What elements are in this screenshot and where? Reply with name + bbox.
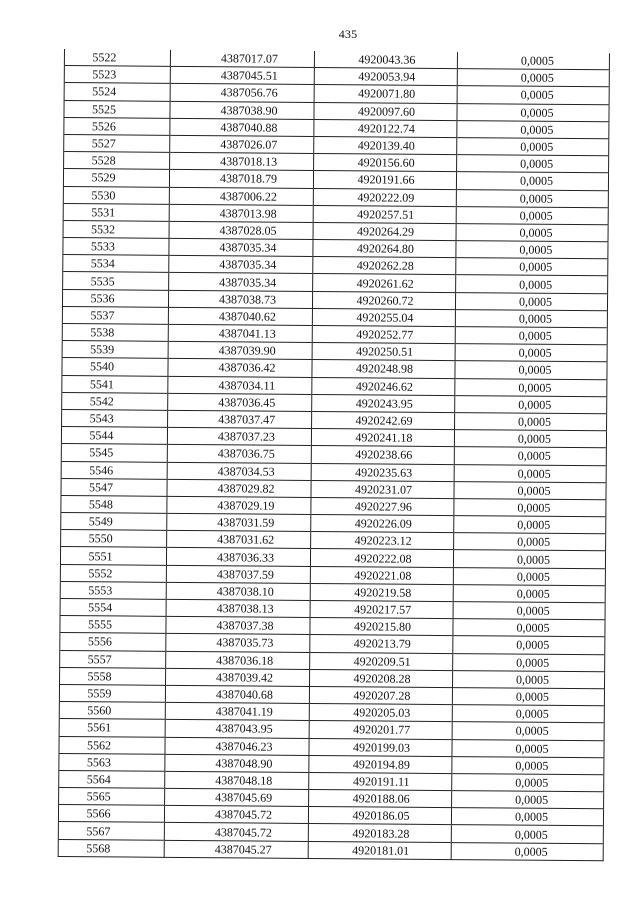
value-cell: 0,0005 — [455, 344, 607, 362]
point-number-cell: 5547 — [61, 478, 167, 496]
point-number-cell: 5549 — [61, 513, 167, 531]
value-cell: 0,0005 — [454, 447, 606, 465]
value-cell: 0,0005 — [457, 155, 609, 173]
y-coordinate-cell: 4920250.51 — [312, 343, 455, 361]
y-coordinate-cell: 4920188.06 — [309, 790, 452, 808]
x-coordinate-cell: 4387031.62 — [167, 531, 311, 549]
value-cell: 0,0005 — [452, 739, 604, 757]
x-coordinate-cell: 4387036.18 — [166, 651, 310, 669]
value-cell: 0,0005 — [454, 481, 606, 499]
point-number-cell: 5541 — [62, 375, 168, 393]
point-number-cell: 5523 — [64, 66, 170, 84]
y-coordinate-cell: 4920209.51 — [310, 652, 453, 670]
value-cell: 0,0005 — [452, 722, 604, 740]
y-coordinate-cell: 4920235.63 — [311, 463, 454, 481]
y-coordinate-cell: 4920181.01 — [308, 841, 451, 859]
x-coordinate-cell: 4387038.13 — [166, 599, 310, 617]
value-cell: 0,0005 — [456, 223, 608, 241]
y-coordinate-cell: 4920071.80 — [314, 85, 457, 103]
x-coordinate-cell: 4387045.51 — [170, 67, 314, 85]
y-coordinate-cell: 4920223.12 — [311, 532, 454, 550]
y-coordinate-cell: 4920201.77 — [309, 721, 452, 739]
x-coordinate-cell: 4387038.10 — [166, 582, 310, 600]
point-number-cell: 5564 — [59, 770, 165, 788]
y-coordinate-cell: 4920231.07 — [311, 480, 454, 498]
x-coordinate-cell: 4387036.42 — [168, 359, 312, 377]
y-coordinate-cell: 4920248.98 — [312, 360, 455, 378]
x-coordinate-cell: 4387045.72 — [164, 823, 308, 841]
value-cell: 0,0005 — [455, 292, 607, 310]
point-number-cell: 5560 — [59, 702, 165, 720]
value-cell: 0,0005 — [454, 464, 606, 482]
value-cell: 0,0005 — [456, 258, 608, 276]
y-coordinate-cell: 4920246.62 — [312, 377, 455, 395]
point-number-cell: 5566 — [58, 805, 164, 823]
y-coordinate-cell: 4920186.05 — [308, 807, 451, 825]
point-number-cell: 5543 — [62, 409, 168, 427]
point-number-cell: 5536 — [62, 289, 168, 307]
x-coordinate-cell: 4387045.72 — [164, 806, 308, 824]
x-coordinate-cell: 4387026.07 — [170, 135, 314, 153]
point-number-cell: 5545 — [61, 444, 167, 462]
x-coordinate-cell: 4387029.82 — [167, 479, 311, 497]
x-coordinate-cell: 4387035.34 — [169, 273, 313, 291]
point-number-cell: 5528 — [64, 152, 170, 170]
value-cell: 0,0005 — [455, 361, 607, 379]
value-cell: 0,0005 — [455, 378, 607, 396]
y-coordinate-cell: 4920191.66 — [313, 171, 456, 189]
y-coordinate-cell: 4920139.40 — [314, 136, 457, 154]
x-coordinate-cell: 4387006.22 — [169, 187, 313, 205]
y-coordinate-cell: 4920053.94 — [314, 68, 457, 86]
value-cell: 0,0005 — [453, 602, 605, 620]
value-cell: 0,0005 — [452, 756, 604, 774]
x-coordinate-cell: 4387039.42 — [166, 668, 310, 686]
x-coordinate-cell: 4387048.18 — [165, 771, 309, 789]
point-number-cell: 5539 — [62, 341, 168, 359]
y-coordinate-cell: 4920194.89 — [309, 755, 452, 773]
value-cell: 0,0005 — [452, 670, 604, 688]
value-cell: 0,0005 — [455, 327, 607, 345]
table-row — [58, 839, 603, 860]
point-number-cell: 5522 — [64, 49, 170, 67]
y-coordinate-cell: 4920207.28 — [309, 686, 452, 704]
y-coordinate-cell: 4920255.04 — [312, 308, 455, 326]
point-number-cell: 5542 — [62, 392, 168, 410]
point-number-cell: 5562 — [59, 736, 165, 754]
value-cell: 0,0005 — [453, 550, 605, 568]
point-number-cell: 5550 — [61, 530, 167, 548]
value-cell: 0,0005 — [453, 636, 605, 654]
value-cell: 0,0005 — [453, 567, 605, 585]
x-coordinate-cell: 4387018.79 — [169, 170, 313, 188]
x-coordinate-cell: 4387028.05 — [169, 221, 313, 239]
x-coordinate-cell: 4387035.73 — [166, 634, 310, 652]
x-coordinate-cell: 4387041.19 — [165, 702, 309, 720]
x-coordinate-cell: 4387048.90 — [165, 754, 309, 772]
value-cell: 0,0005 — [452, 705, 604, 723]
point-number-cell: 5540 — [62, 358, 168, 376]
point-number-cell: 5525 — [64, 100, 170, 118]
x-coordinate-cell: 4387018.13 — [170, 152, 314, 170]
y-coordinate-cell: 4920221.08 — [310, 566, 453, 584]
x-coordinate-cell: 4387039.90 — [168, 342, 312, 360]
y-coordinate-cell: 4920227.96 — [311, 497, 454, 515]
point-number-cell: 5527 — [64, 134, 170, 152]
point-number-cell: 5524 — [64, 83, 170, 101]
point-number-cell: 5529 — [63, 169, 169, 187]
value-cell: 0,0005 — [457, 69, 609, 87]
x-coordinate-cell: 4387037.23 — [167, 427, 311, 445]
value-cell: 0,0005 — [452, 688, 604, 706]
y-coordinate-cell: 4920215.80 — [310, 618, 453, 636]
x-coordinate-cell: 4387045.27 — [164, 840, 308, 858]
y-coordinate-cell: 4920208.28 — [310, 669, 453, 687]
point-number-cell: 5534 — [63, 255, 169, 273]
value-cell: 0,0005 — [457, 120, 609, 138]
x-coordinate-cell: 4387040.62 — [168, 307, 312, 325]
point-number-cell: 5538 — [62, 323, 168, 341]
x-coordinate-cell: 4387037.59 — [166, 565, 310, 583]
value-cell: 0,0005 — [453, 584, 605, 602]
x-coordinate-cell: 4387038.90 — [170, 101, 314, 119]
y-coordinate-cell: 4920260.72 — [312, 291, 455, 309]
value-cell: 0,0005 — [452, 791, 604, 809]
x-coordinate-cell: 4387038.73 — [168, 290, 312, 308]
point-number-cell: 5559 — [59, 684, 165, 702]
x-coordinate-cell: 4387045.69 — [165, 788, 309, 806]
y-coordinate-cell: 4920191.11 — [309, 772, 452, 790]
point-number-cell: 5548 — [61, 495, 167, 513]
value-cell: 0,0005 — [455, 413, 607, 431]
point-number-cell: 5565 — [59, 788, 165, 806]
y-coordinate-cell: 4920257.51 — [313, 205, 456, 223]
y-coordinate-cell: 4920242.69 — [312, 411, 455, 429]
value-cell: 0,0005 — [451, 825, 603, 843]
point-number-cell: 5567 — [58, 822, 164, 840]
point-number-cell: 5563 — [59, 753, 165, 771]
y-coordinate-cell: 4920262.28 — [313, 257, 456, 275]
x-coordinate-cell: 4387041.13 — [168, 324, 312, 342]
x-coordinate-cell: 4387034.11 — [168, 376, 312, 394]
y-coordinate-cell: 4920219.58 — [310, 583, 453, 601]
x-coordinate-cell: 4387017.07 — [170, 50, 314, 68]
x-coordinate-cell: 4387035.34 — [169, 238, 313, 256]
point-number-cell: 5546 — [61, 461, 167, 479]
y-coordinate-cell: 4920183.28 — [308, 824, 451, 842]
point-number-cell: 5526 — [64, 117, 170, 135]
point-number-cell: 5556 — [60, 633, 166, 651]
point-number-cell: 5532 — [63, 220, 169, 238]
x-coordinate-cell: 4387031.59 — [167, 513, 311, 531]
y-coordinate-cell: 4920205.03 — [309, 704, 452, 722]
y-coordinate-cell: 4920199.03 — [309, 738, 452, 756]
y-coordinate-cell: 4920222.09 — [313, 188, 456, 206]
x-coordinate-cell: 4387036.75 — [167, 445, 311, 463]
value-cell: 0,0005 — [451, 842, 603, 860]
coordinates-table-wrapper — [58, 49, 610, 861]
value-cell: 0,0005 — [457, 103, 609, 121]
y-coordinate-cell: 4920043.36 — [314, 51, 457, 69]
y-coordinate-cell: 4920264.29 — [313, 222, 456, 240]
x-coordinate-cell: 4387037.38 — [166, 617, 310, 635]
y-coordinate-cell: 4920222.08 — [310, 549, 453, 567]
point-number-cell: 5555 — [60, 616, 166, 634]
x-coordinate-cell: 4387037.47 — [168, 410, 312, 428]
x-coordinate-cell: 4387029.19 — [167, 496, 311, 514]
y-coordinate-cell: 4920097.60 — [314, 102, 457, 120]
value-cell: 0,0005 — [456, 275, 608, 293]
x-coordinate-cell: 4387035.34 — [169, 256, 313, 274]
value-cell: 0,0005 — [456, 206, 608, 224]
value-cell: 0,0005 — [452, 773, 604, 791]
point-number-cell: 5553 — [60, 581, 166, 599]
y-coordinate-cell: 4920122.74 — [314, 119, 457, 137]
point-number-cell: 5552 — [60, 564, 166, 582]
y-coordinate-cell: 4920156.60 — [314, 154, 457, 172]
value-cell: 0,0005 — [456, 172, 608, 190]
x-coordinate-cell: 4387036.33 — [166, 548, 310, 566]
point-number-cell: 5568 — [58, 839, 164, 857]
x-coordinate-cell: 4387046.23 — [165, 737, 309, 755]
value-cell: 0,0005 — [457, 138, 609, 156]
point-number-cell: 5558 — [60, 667, 166, 685]
y-coordinate-cell: 4920264.80 — [313, 240, 456, 258]
y-coordinate-cell: 4920261.62 — [313, 274, 456, 292]
point-number-cell: 5561 — [59, 719, 165, 737]
value-cell: 0,0005 — [454, 533, 606, 551]
point-number-cell: 5537 — [62, 306, 168, 324]
value-cell: 0,0005 — [454, 430, 606, 448]
y-coordinate-cell: 4920217.57 — [310, 600, 453, 618]
coordinates-table-body — [58, 49, 609, 861]
x-coordinate-cell: 4387040.88 — [170, 118, 314, 136]
value-cell: 0,0005 — [451, 808, 603, 826]
point-number-cell: 5533 — [63, 238, 169, 256]
value-cell: 0,0005 — [457, 86, 609, 104]
value-cell: 0,0005 — [453, 619, 605, 637]
point-number-cell: 5530 — [63, 186, 169, 204]
x-coordinate-cell: 4387013.98 — [169, 204, 313, 222]
x-coordinate-cell: 4387043.95 — [165, 720, 309, 738]
coordinates-table — [58, 49, 610, 861]
value-cell: 0,0005 — [456, 189, 608, 207]
y-coordinate-cell: 4920238.66 — [311, 446, 454, 464]
value-cell: 0,0005 — [453, 653, 605, 671]
point-number-cell: 5551 — [60, 547, 166, 565]
x-coordinate-cell: 4387034.53 — [167, 462, 311, 480]
y-coordinate-cell: 4920243.95 — [312, 394, 455, 412]
value-cell: 0,0005 — [455, 309, 607, 327]
value-cell: 0,0005 — [457, 52, 609, 70]
value-cell: 0,0005 — [454, 498, 606, 516]
point-number-cell: 5557 — [60, 650, 166, 668]
y-coordinate-cell: 4920252.77 — [312, 325, 455, 343]
point-number-cell: 5544 — [61, 427, 167, 445]
x-coordinate-cell: 4387036.45 — [168, 393, 312, 411]
point-number-cell: 5535 — [63, 272, 169, 290]
point-number-cell: 5531 — [63, 203, 169, 221]
value-cell: 0,0005 — [455, 395, 607, 413]
y-coordinate-cell: 4920241.18 — [311, 429, 454, 447]
page-number: 435 — [338, 27, 358, 41]
point-number-cell: 5554 — [60, 598, 166, 616]
x-coordinate-cell: 4387040.68 — [165, 685, 309, 703]
y-coordinate-cell: 4920226.09 — [311, 515, 454, 533]
x-coordinate-cell: 4387056.76 — [170, 84, 314, 102]
value-cell: 0,0005 — [456, 241, 608, 259]
value-cell: 0,0005 — [454, 516, 606, 534]
y-coordinate-cell: 4920213.79 — [310, 635, 453, 653]
